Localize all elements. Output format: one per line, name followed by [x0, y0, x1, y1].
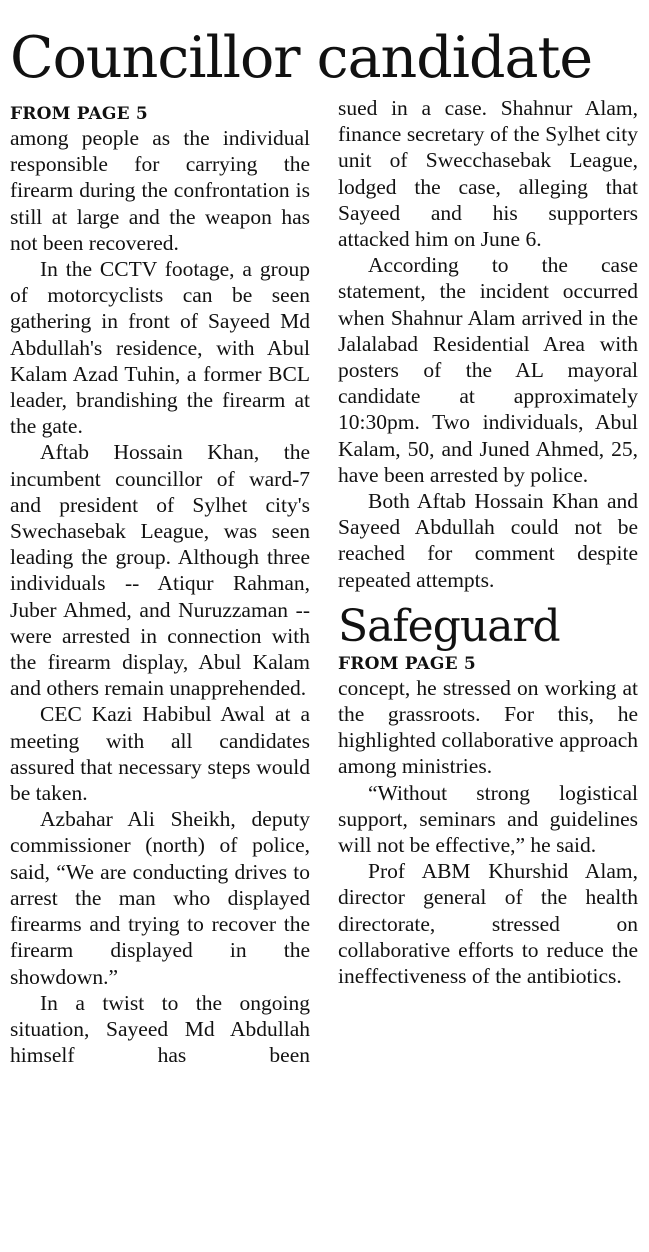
headline-councillor-candidate: Councillor candidate [10, 25, 593, 91]
article-paragraph: sued in a case. Shahnur Alam, finance secretary of the Sylhet city unit of Swecchasebak League, lodged the case, alleging that Sayeed and his supporters attacked him on June 6. [338, 96, 638, 252]
article-paragraph: concept, he stressed on working at the grassroots. For this, he highlighted collaborative approach among ministries. [338, 675, 638, 779]
article-paragraph: Prof ABM Khurshid Alam, director general of the health directorate, stressed on collaborative efforts to reduce the ineffectiveness of the antibiotics. [338, 859, 638, 989]
article-paragraph: Both Aftab Hossain Khan and Sayeed Abdullah could not be reached for comment despite repeated attempts. [338, 489, 638, 592]
from-page-label: FROM PAGE 5 [338, 653, 476, 674]
article-paragraph: Azbahar Ali Sheikh, deputy commissioner (north) of police, said, “We are conducting drives to arrest the man who displayed firearms and trying to recover the firearm displayed in the showdown.” [10, 807, 310, 989]
column-left [10, 103, 310, 1068]
article-paragraph: In a twist to the ongoing situation, Sayeed Md Abdullah himself has been [10, 990, 310, 1068]
from-page-label: FROM PAGE 5 [10, 104, 148, 124]
headline-safeguard: Safeguard [338, 600, 560, 652]
article-paragraph: In the CCTV footage, a group of motorcyclists can be seen gathering in front of Sayeed Md Abdullah's residence, with Abul Kalam Azad Tuhin, a former BCL leader, brandishing the firearm at the gate. [10, 257, 310, 439]
column-right [338, 95, 638, 989]
article-paragraph: among people as the individual responsible for carrying the firearm during the confrontation is still at large and the weapon has not been recovered. [10, 126, 310, 255]
article-paragraph: According to the case statement, the incident occurred when Shahnur Alam arrived in the Jalalabad Residential Area with posters of the AL mayoral candidate at approximately 10:30pm. Two individuals, Abul Kalam, 50, and Juned Ahmed, 25, have been arrested by police. [338, 253, 638, 487]
article-paragraph: CEC Kazi Habibul Awal at a meeting with all candidates assured that necessary steps would be taken. [10, 702, 310, 806]
article-paragraph: “Without strong logistical support, seminars and guidelines will not be effective,” he said. [338, 780, 638, 858]
article-paragraph: Aftab Hossain Khan, the incumbent councillor of ward-7 and president of Sylhet city's Swechasebak League, was seen leading the group. Although three individuals -- Atiqur Rahman, Juber Ahmed, and Nuruzzaman -- were arrested in connection with the firearm display, Abul Kalam and others remain unapprehended. [10, 440, 310, 701]
